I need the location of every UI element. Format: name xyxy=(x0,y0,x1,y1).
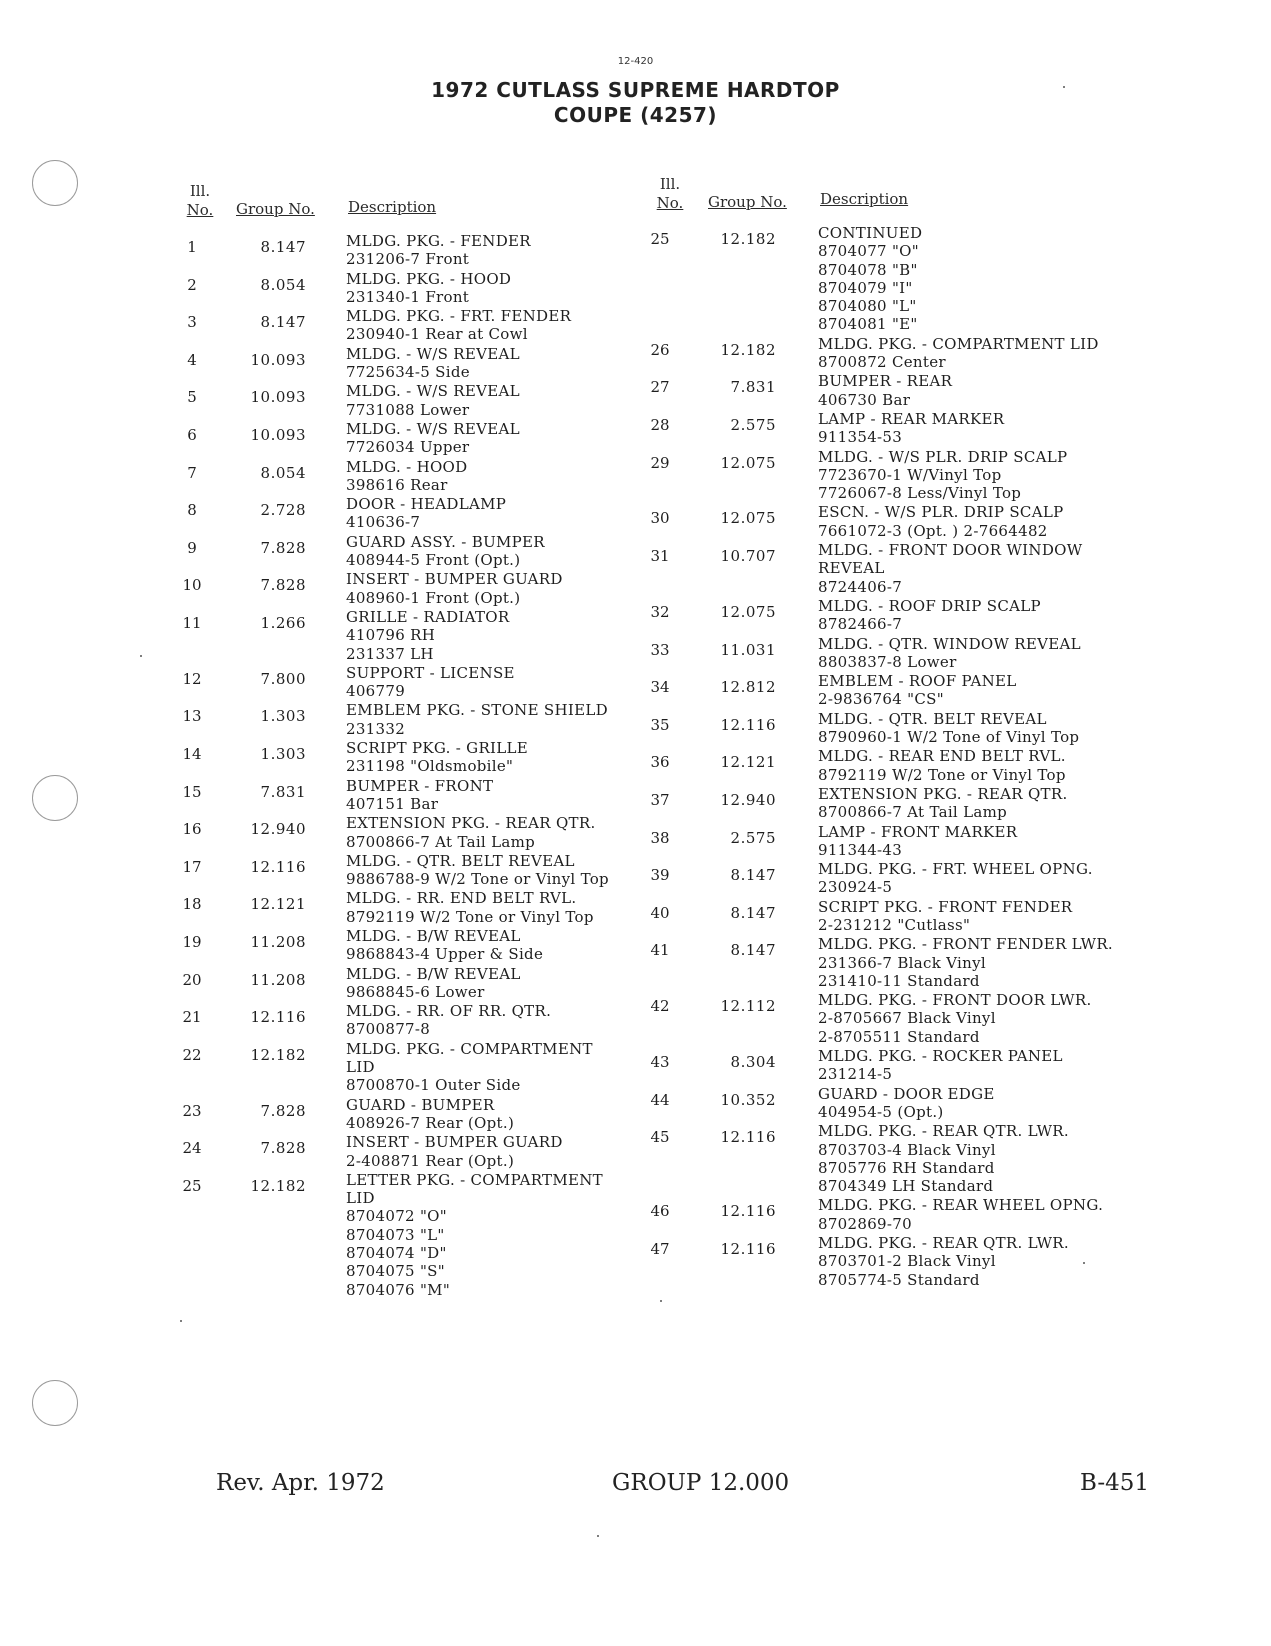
part-name: MLDG. - HOOD xyxy=(346,457,468,476)
part-name: MLDG. PKG. - REAR QTR. LWR. xyxy=(818,1234,1069,1253)
group-number: 12.075 xyxy=(720,602,776,621)
group-number: 12.075 xyxy=(720,509,776,528)
group-number: 12.812 xyxy=(720,678,776,697)
group-number: 12.116 xyxy=(720,1240,776,1259)
group-number: 12.182 xyxy=(720,340,776,359)
part-description xyxy=(346,852,609,889)
part-description xyxy=(346,777,493,814)
group-number: 2.575 xyxy=(730,415,776,434)
scan-speck xyxy=(180,1320,182,1322)
part-number-line: 7726034 Upper xyxy=(346,438,470,457)
part-number-line: 8700866-7 At Tail Lamp xyxy=(346,832,536,851)
ill-number: 24 xyxy=(182,1139,202,1158)
part-number-line: 8803837-8 Lower xyxy=(818,652,957,671)
part-number-line: 231206-7 Front xyxy=(346,250,470,269)
right-header-group: Group No. xyxy=(708,193,787,211)
part-number-line: 230940-1 Rear at Cowl xyxy=(346,325,528,344)
part-description xyxy=(818,747,1066,784)
part-number-line: 8704078 "B" xyxy=(818,260,918,279)
part-description xyxy=(818,823,1017,860)
group-number: 8.147 xyxy=(730,866,776,885)
part-name: MLDG. - W/S REVEAL xyxy=(346,344,520,363)
part-description xyxy=(346,1171,603,1299)
part-number-line: 408926-7 Rear (Opt.) xyxy=(346,1113,515,1132)
ill-number: 6 xyxy=(187,425,197,444)
group-number: 7.800 xyxy=(260,669,306,688)
part-number-line: 398616 Rear xyxy=(346,475,448,494)
part-description xyxy=(818,1234,1069,1289)
group-number: 8.147 xyxy=(260,238,306,256)
part-name: CONTINUED xyxy=(818,224,923,242)
group-number: 12.116 xyxy=(720,1128,776,1147)
part-number-line: LID xyxy=(346,1189,375,1208)
part-number-line: 911344-43 xyxy=(818,840,903,859)
ill-number: 11 xyxy=(182,613,202,632)
part-name: MLDG. - QTR. BELT REVEAL xyxy=(346,851,575,870)
part-description xyxy=(818,1122,1069,1195)
group-number: 10.093 xyxy=(250,350,306,369)
part-description xyxy=(818,1196,1103,1233)
group-number: 12.116 xyxy=(720,715,776,734)
group-number: 1.266 xyxy=(260,613,306,632)
ill-number: 9 xyxy=(187,538,197,557)
part-description xyxy=(346,664,515,701)
group-number: 10.707 xyxy=(720,547,776,566)
ill-number: 12 xyxy=(182,669,202,688)
part-name: EMBLEM - ROOF PANEL xyxy=(818,672,1017,691)
part-description xyxy=(346,533,545,570)
part-description xyxy=(346,458,467,495)
group-number: 7.831 xyxy=(260,782,306,801)
group-number: 11.031 xyxy=(720,640,776,659)
part-name: MLDG. - QTR. BELT REVEAL xyxy=(818,709,1047,728)
footer-group: GROUP 12.000 xyxy=(612,1470,790,1496)
part-description xyxy=(818,860,1093,897)
part-number-line: 8782466-7 xyxy=(818,615,903,634)
part-description xyxy=(818,635,1081,672)
part-name: GUARD - BUMPER xyxy=(346,1095,495,1114)
group-number: 12.075 xyxy=(720,453,776,472)
part-description xyxy=(346,345,520,382)
part-number-line: 8704349 LH Standard xyxy=(818,1177,994,1196)
part-number-line: 408960-1 Front (Opt.) xyxy=(346,588,521,607)
part-number-line: 8704079 "I" xyxy=(818,278,913,297)
group-number: 2.728 xyxy=(260,501,306,520)
ill-number: 18 xyxy=(182,895,202,914)
ill-number: 8 xyxy=(187,501,197,520)
part-number-line: 8704081 "E" xyxy=(818,315,918,334)
part-description xyxy=(818,224,922,334)
part-name: MLDG. PKG. - REAR QTR. LWR. xyxy=(818,1122,1069,1141)
ill-number: 26 xyxy=(650,340,670,359)
part-number-line: 8792119 W/2 Tone or Vinyl Top xyxy=(818,765,1066,784)
part-number-line: 8700870-1 Outer Side xyxy=(346,1076,521,1095)
part-number-line: 9868843-4 Upper & Side xyxy=(346,945,544,964)
part-description xyxy=(818,785,1068,822)
part-name: MLDG. - RR. OF RR. QTR. xyxy=(346,1002,552,1021)
group-number: 8.147 xyxy=(730,903,776,922)
part-name: MLDG. - B/W REVEAL xyxy=(346,964,521,983)
part-number-line: 406730 Bar xyxy=(818,390,911,409)
part-name: MLDG. - ROOF DRIP SCALP xyxy=(818,596,1041,615)
ill-number: 5 xyxy=(187,388,197,407)
ill-number: 30 xyxy=(650,509,670,528)
group-number: 1.303 xyxy=(260,745,306,764)
part-name: MLDG. - QTR. WINDOW REVEAL xyxy=(818,634,1081,653)
part-description xyxy=(346,420,520,457)
part-description xyxy=(818,1085,995,1122)
part-name: MLDG. PKG. - ROCKER PANEL xyxy=(818,1047,1063,1066)
ill-number: 17 xyxy=(182,857,202,876)
group-number: 7.828 xyxy=(260,538,306,557)
left-header-group: Group No. xyxy=(236,200,315,218)
ill-number: 47 xyxy=(650,1240,670,1259)
part-description xyxy=(346,701,608,738)
group-number: 1.303 xyxy=(260,707,306,726)
ill-number: 42 xyxy=(650,997,670,1016)
ill-number: 35 xyxy=(650,715,670,734)
part-description xyxy=(346,307,571,344)
ill-number: 45 xyxy=(650,1128,670,1147)
ill-number: 46 xyxy=(650,1202,670,1221)
part-number-line: 8702869-70 xyxy=(818,1214,912,1233)
part-name: MLDG. - FRONT DOOR WINDOW xyxy=(818,541,1083,560)
part-number-line: 407151 Bar xyxy=(346,794,439,813)
ill-number: 37 xyxy=(650,790,670,809)
part-name: MLDG. PKG. - HOOD xyxy=(346,269,512,288)
page-number: 12-420 xyxy=(617,56,654,67)
left-header-ill-no: Ill. No. xyxy=(186,182,214,219)
ill-number: 34 xyxy=(650,678,670,697)
part-description xyxy=(818,991,1092,1046)
part-number-line: 231337 LH xyxy=(346,644,434,663)
part-number-line: 230924-5 xyxy=(818,878,893,897)
footer-page-code: B-451 xyxy=(1080,1470,1149,1496)
part-description xyxy=(818,898,1072,935)
part-number-line: 408944-5 Front (Opt.) xyxy=(346,551,521,570)
part-number-line: 406779 xyxy=(346,682,406,701)
title-line-1: 1972 CUTLASS SUPREME HARDTOP xyxy=(431,78,840,102)
part-name: BUMPER - REAR xyxy=(818,372,953,391)
part-number-line: REVEAL xyxy=(818,559,885,578)
part-name: DOOR - HEADLAMP xyxy=(346,495,507,514)
part-description xyxy=(346,1133,563,1170)
part-number-line: 7723670-1 W/Vinyl Top xyxy=(818,465,1002,484)
scan-speck xyxy=(140,655,142,657)
part-description xyxy=(818,410,1004,447)
part-description xyxy=(346,1040,593,1095)
part-number-line: 2-8705667 Black Vinyl xyxy=(818,1009,996,1028)
scan-speck xyxy=(660,1300,662,1302)
part-number-line: 911354-53 xyxy=(818,428,903,447)
part-number-line: 8700872 Center xyxy=(818,353,946,372)
part-name: BUMPER - FRONT xyxy=(346,776,494,795)
group-number: 12.182 xyxy=(250,1176,306,1195)
part-description xyxy=(346,739,528,776)
group-number: 10.352 xyxy=(720,1090,776,1109)
part-description xyxy=(346,927,543,964)
part-number-line: 231340-1 Front xyxy=(346,287,470,306)
group-number: 10.093 xyxy=(250,425,306,444)
part-number-line: 404954-5 (Opt.) xyxy=(818,1102,944,1121)
punch-hole-bottom xyxy=(32,1380,78,1426)
group-number: 7.828 xyxy=(260,1139,306,1158)
part-description xyxy=(346,570,563,607)
part-number-line: 231366-7 Black Vinyl xyxy=(818,953,986,972)
part-number-line: 7725634-5 Side xyxy=(346,363,470,382)
group-number: 8.054 xyxy=(260,275,306,294)
part-name: LETTER PKG. - COMPARTMENT xyxy=(346,1170,603,1189)
part-number-line: 7661072-3 (Opt. ) 2-7664482 xyxy=(818,521,1048,540)
part-name: MLDG. - W/S REVEAL xyxy=(346,382,520,401)
group-number: 8.147 xyxy=(730,941,776,960)
part-number-line: 8790960-1 W/2 Tone of Vinyl Top xyxy=(818,728,1080,747)
part-name: MLDG. PKG. - FENDER xyxy=(346,232,531,250)
ill-number: 14 xyxy=(182,745,202,764)
part-description xyxy=(346,270,511,307)
part-number-line: 2-408871 Rear (Opt.) xyxy=(346,1151,515,1170)
part-name: GUARD - DOOR EDGE xyxy=(818,1084,995,1103)
part-description xyxy=(346,889,594,926)
part-name: MLDG. PKG. - FRONT DOOR LWR. xyxy=(818,991,1092,1010)
group-number: 7.831 xyxy=(730,378,776,397)
group-number: 12.940 xyxy=(250,820,306,839)
part-name: MLDG. - W/S PLR. DRIP SCALP xyxy=(818,447,1068,466)
part-name: MLDG. PKG. - REAR WHEEL OPNG. xyxy=(818,1196,1104,1215)
group-number: 12.112 xyxy=(720,997,776,1016)
part-name: EXTENSION PKG. - REAR QTR. xyxy=(346,814,596,833)
part-name: GRILLE - RADIATOR xyxy=(346,607,510,626)
ill-number: 23 xyxy=(182,1101,202,1120)
part-description xyxy=(346,1096,514,1133)
part-number-line: 8704074 "D" xyxy=(346,1244,447,1263)
ill-number: 13 xyxy=(182,707,202,726)
part-name: ESCN. - W/S PLR. DRIP SCALP xyxy=(818,503,1064,522)
part-name: SUPPORT - LICENSE xyxy=(346,663,515,682)
part-description xyxy=(818,503,1064,540)
part-name: INSERT - BUMPER GUARD xyxy=(346,570,563,589)
ill-number: 3 xyxy=(187,313,197,332)
part-number-line: 2-231212 "Cutlass" xyxy=(818,916,971,934)
part-description xyxy=(346,814,596,851)
part-number-line: 9868845-6 Lower xyxy=(346,982,485,1001)
ill-number: 36 xyxy=(650,753,670,772)
part-number-line: 7731088 Lower xyxy=(346,400,470,419)
group-number: 2.575 xyxy=(730,828,776,847)
ill-number: 7 xyxy=(187,463,197,482)
part-description xyxy=(818,935,1113,990)
part-number-line: 8792119 W/2 Tone or Vinyl Top xyxy=(346,907,594,926)
group-number: 10.093 xyxy=(250,388,306,407)
ill-number: 38 xyxy=(650,828,670,847)
group-number: 7.828 xyxy=(260,576,306,595)
scan-speck xyxy=(1063,86,1065,88)
part-description xyxy=(818,448,1067,503)
page-title xyxy=(0,78,1271,128)
ill-number: 21 xyxy=(182,1008,202,1027)
right-header-description: Description xyxy=(820,190,909,208)
punch-hole-middle xyxy=(32,775,78,821)
part-description xyxy=(346,495,506,532)
part-name: MLDG. PKG. - FRONT FENDER LWR. xyxy=(818,935,1114,954)
group-number: 12.116 xyxy=(250,1008,306,1027)
part-number-line: 8704075 "S" xyxy=(346,1262,445,1281)
ill-number: 16 xyxy=(182,820,202,839)
ill-number: 10 xyxy=(182,576,202,595)
part-number-line: 8700877-8 xyxy=(346,1020,431,1039)
part-number-line: 8724406-7 xyxy=(818,577,903,596)
part-name: SCRIPT PKG. - GRILLE xyxy=(346,739,529,758)
part-name: MLDG. - RR. END BELT RVL. xyxy=(346,889,577,908)
part-number-line: 410636-7 xyxy=(346,513,421,532)
part-name: MLDG. - B/W REVEAL xyxy=(346,926,521,945)
right-header-ill-no: Ill. No. xyxy=(656,175,684,212)
ill-number: 29 xyxy=(650,453,670,472)
part-number-line: 8705776 RH Standard xyxy=(818,1158,995,1177)
part-description xyxy=(818,372,952,409)
group-number: 12.182 xyxy=(720,230,776,248)
part-number-line: 8700866-7 At Tail Lamp xyxy=(818,803,1008,822)
part-number-line: 231332 xyxy=(346,719,406,738)
part-description xyxy=(346,1002,551,1039)
part-number-line: 8704076 "M" xyxy=(346,1280,451,1299)
group-number: 12.121 xyxy=(250,895,306,914)
part-name: MLDG. - REAR END BELT RVL. xyxy=(818,747,1066,766)
part-name: MLDG. PKG. - FRT. FENDER xyxy=(346,307,572,326)
part-number-line: 8704077 "O" xyxy=(818,242,919,261)
ill-number: 40 xyxy=(650,903,670,922)
part-number-line: 8703703-4 Black Vinyl xyxy=(818,1140,996,1159)
part-description xyxy=(818,335,1099,372)
part-name: EXTENSION PKG. - REAR QTR. xyxy=(818,784,1068,803)
ill-number: 33 xyxy=(650,640,670,659)
group-number: 11.208 xyxy=(250,932,306,951)
part-name: MLDG. PKG. - COMPARTMENT LID xyxy=(818,334,1099,353)
ill-number: 4 xyxy=(187,350,197,369)
ill-number: 25 xyxy=(650,230,670,248)
part-name: INSERT - BUMPER GUARD xyxy=(346,1133,563,1152)
ill-number: 44 xyxy=(650,1090,670,1109)
part-number-line: 8704073 "L" xyxy=(346,1225,445,1244)
ill-number: 28 xyxy=(650,415,670,434)
part-number-line: 8703701-2 Black Vinyl xyxy=(818,1252,996,1271)
group-number: 12.116 xyxy=(720,1202,776,1221)
part-description xyxy=(818,1047,1063,1084)
punch-hole-top xyxy=(32,160,78,206)
ill-number: 2 xyxy=(187,275,197,294)
ill-number: 27 xyxy=(650,378,670,397)
part-number-line: 410796 RH xyxy=(346,626,436,645)
part-name: MLDG. PKG. - FRT. WHEEL OPNG. xyxy=(818,860,1093,879)
ill-number: 43 xyxy=(650,1053,670,1072)
part-number-line: 231410-11 Standard xyxy=(818,971,980,990)
title-line-2: COUPE (4257) xyxy=(553,103,718,127)
ill-number: 32 xyxy=(650,602,670,621)
group-number: 7.828 xyxy=(260,1101,306,1120)
part-description xyxy=(346,232,531,269)
left-header-description: Description xyxy=(348,198,437,216)
part-name: MLDG. - W/S REVEAL xyxy=(346,419,520,438)
ill-number: 1 xyxy=(187,238,197,256)
group-number: 11.208 xyxy=(250,970,306,989)
part-name: EMBLEM PKG. - STONE SHIELD xyxy=(346,701,608,720)
ill-number: 20 xyxy=(182,970,202,989)
ill-number: 19 xyxy=(182,932,202,951)
part-number-line: 8704072 "O" xyxy=(346,1207,447,1226)
part-name: LAMP - FRONT MARKER xyxy=(818,822,1018,841)
part-description xyxy=(346,382,520,419)
part-number-line: 9886788-9 W/2 Tone or Vinyl Top xyxy=(346,870,609,889)
part-name: SCRIPT PKG. - FRONT FENDER xyxy=(818,897,1073,916)
part-description xyxy=(818,541,1082,596)
ill-number: 22 xyxy=(182,1045,202,1064)
part-number-line: 231198 "Oldsmobile" xyxy=(346,757,514,776)
part-number-line: 2-9836764 "CS" xyxy=(818,690,944,709)
part-number-line: 7726067-8 Less/Vinyl Top xyxy=(818,484,1022,503)
group-number: 8.304 xyxy=(730,1053,776,1072)
group-number: 8.147 xyxy=(260,313,306,332)
part-number-line: 8704080 "L" xyxy=(818,297,917,316)
ill-number: 39 xyxy=(650,866,670,885)
part-name: LAMP - REAR MARKER xyxy=(818,409,1005,428)
ill-number: 41 xyxy=(650,941,670,960)
part-description xyxy=(818,710,1079,747)
part-number-line: 231214-5 xyxy=(818,1065,893,1084)
group-number: 12.121 xyxy=(720,753,776,772)
part-number-line: LID xyxy=(346,1058,375,1077)
part-description xyxy=(346,608,509,663)
group-number: 12.116 xyxy=(250,857,306,876)
scan-speck xyxy=(1083,1262,1085,1264)
ill-number: 25 xyxy=(182,1176,202,1195)
group-number: 8.054 xyxy=(260,463,306,482)
group-number: 12.182 xyxy=(250,1045,306,1064)
ill-number: 15 xyxy=(182,782,202,801)
part-number-line: 8705774-5 Standard xyxy=(818,1270,980,1289)
part-number-line: 2-8705511 Standard xyxy=(818,1027,980,1046)
part-name: GUARD ASSY. - BUMPER xyxy=(346,532,545,551)
ill-number: 31 xyxy=(650,547,670,566)
part-description xyxy=(346,965,521,1002)
part-name: MLDG. PKG. - COMPARTMENT xyxy=(346,1039,593,1058)
part-description xyxy=(818,597,1041,634)
group-number: 12.940 xyxy=(720,790,776,809)
footer-revision: Rev. Apr. 1972 xyxy=(216,1470,385,1496)
part-description xyxy=(818,672,1017,709)
scan-speck xyxy=(597,1535,599,1537)
